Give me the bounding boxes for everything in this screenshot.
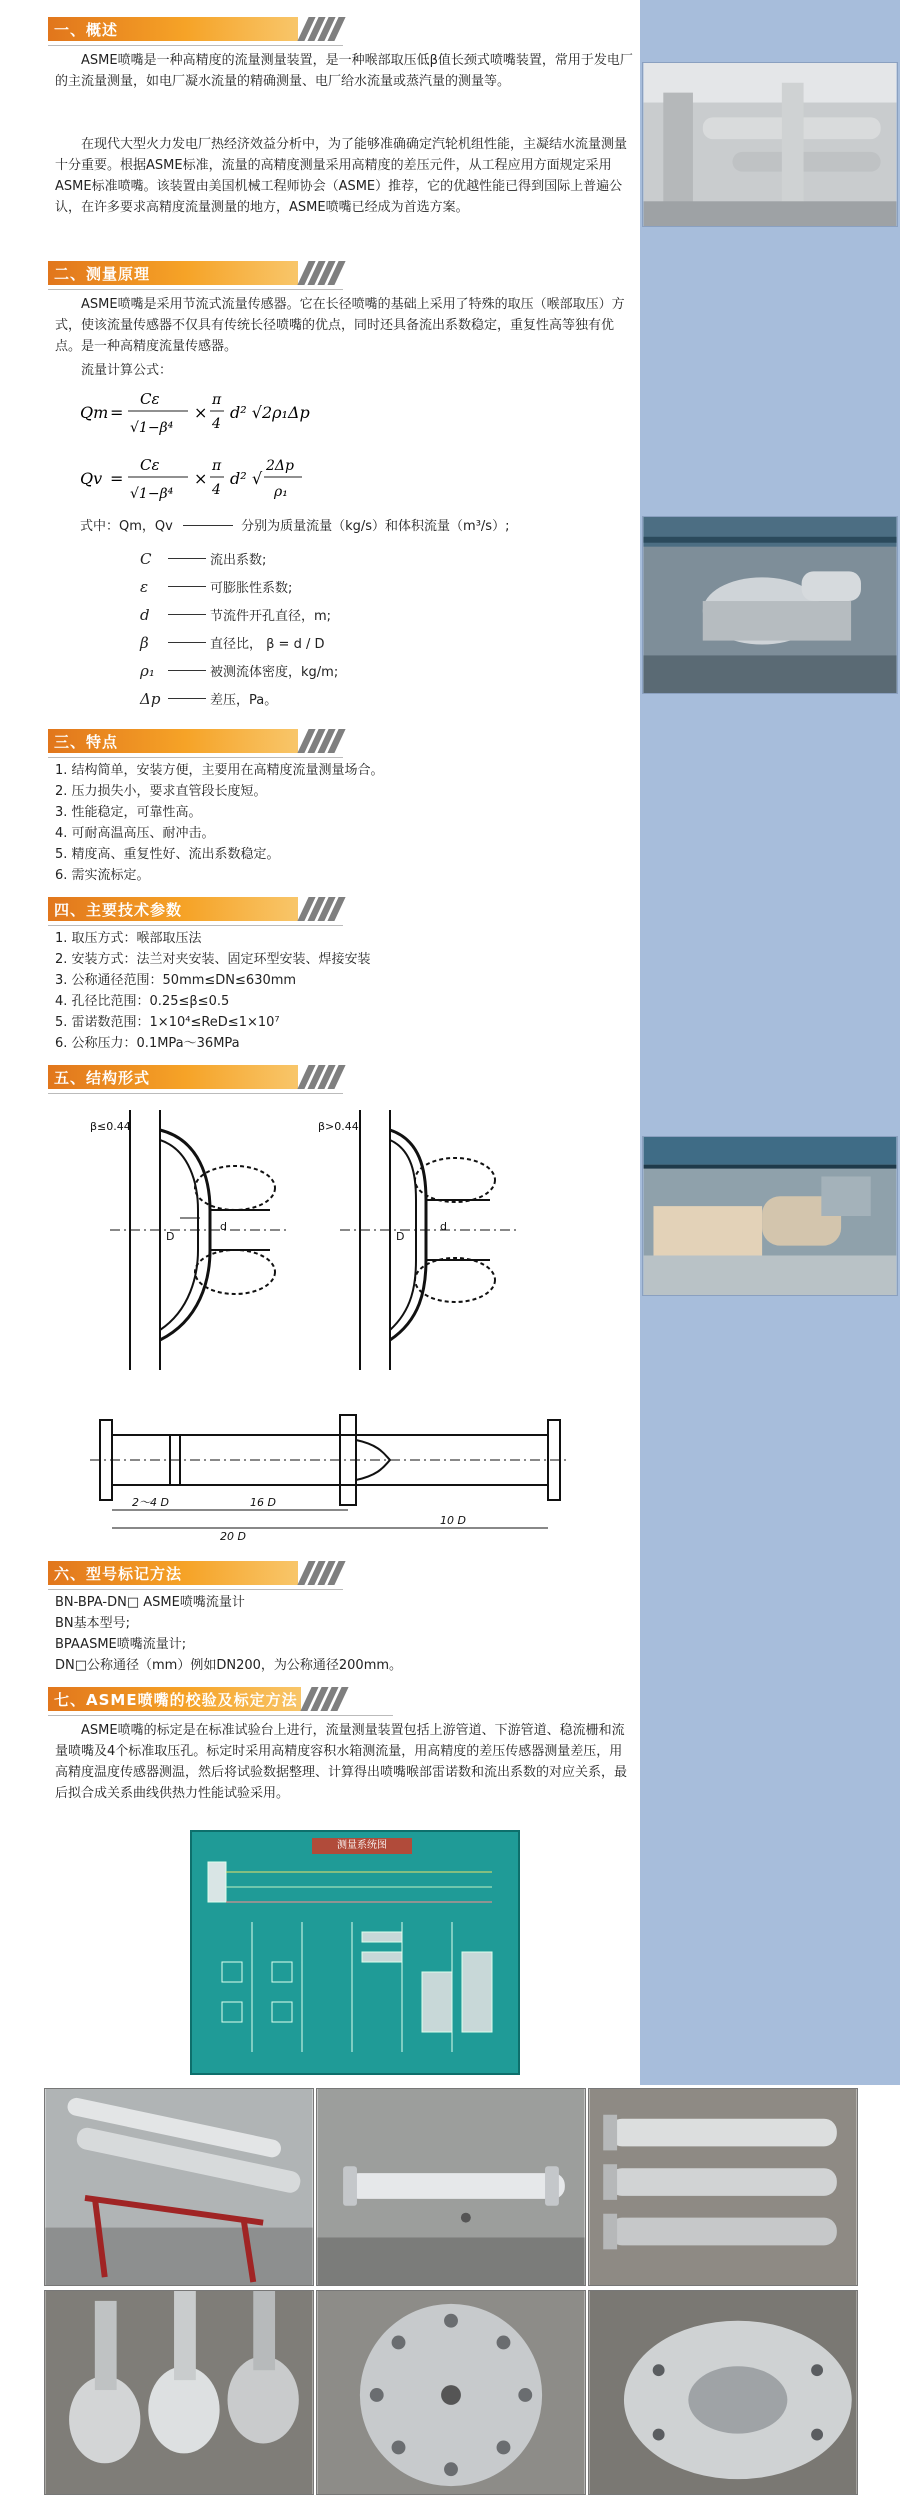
section-header-features xyxy=(48,728,343,754)
symbol-description: 流出系数; xyxy=(210,553,267,568)
calibration-system-screen xyxy=(190,1830,520,2075)
svg-text:π: π xyxy=(212,458,222,474)
formula-qv xyxy=(80,448,400,512)
svg-text:d: d xyxy=(440,1220,447,1233)
list-item: 3. 公称通径范围：50mm≤DN≤630mm xyxy=(55,973,297,988)
list-item: 5. 精度高、重复性好、流出系数稳定。 xyxy=(55,847,280,862)
symbol-glyph: β xyxy=(140,633,149,652)
formula-intro xyxy=(55,360,635,381)
turbine-hall-photo xyxy=(642,1136,898,1296)
symbol-description: 被测流体密度，kg/m; xyxy=(210,665,339,680)
turbine-photo xyxy=(642,516,898,694)
list-item: BN基本型号; xyxy=(55,1616,131,1631)
section-header-principle xyxy=(48,260,343,286)
symbol-row xyxy=(140,660,338,681)
screen-title: 测量系统图 xyxy=(312,1838,412,1854)
product-photo-flanges xyxy=(44,2290,314,2495)
dim-20d: 20 D xyxy=(220,1530,246,1540)
list-item: 5. 雷诺数范围：1×10⁴≤ReD≤1×10⁷ xyxy=(55,1015,280,1030)
symbol-dash xyxy=(168,586,206,587)
principle-text: ASME喷嘴是采用节流式流量传感器。它在长径喷嘴的基础上采用了特殊的取压（喉部取压）方式，使该流量传感器不仅具有传统长径喷嘴的优点，同时还具备流出系数稳定，重复性高等独有优点。是一种高精度流量传感器。 xyxy=(55,297,625,354)
overview-paragraph-1 xyxy=(55,50,635,92)
list-item: 2. 压力损失小，要求直管段长度短。 xyxy=(55,784,267,799)
parameters-list xyxy=(55,928,635,1054)
symbol-glyph: Δp xyxy=(140,689,161,708)
symbol-dash xyxy=(168,614,206,615)
svg-text:×: × xyxy=(194,403,208,422)
svg-text:4: 4 xyxy=(212,416,221,432)
list-item: 4. 可耐高温高压、耐冲击。 xyxy=(55,826,215,841)
section-header-calibration xyxy=(48,1686,343,1712)
svg-text:D: D xyxy=(396,1230,405,1243)
list-item: 1. 取压方式：喉部取压法 xyxy=(55,931,202,946)
beta-left-label: β≤0.44 xyxy=(90,1120,131,1133)
dim-10d: 10 D xyxy=(440,1514,466,1527)
installation-length-diagram xyxy=(90,1390,570,1540)
symbol-row xyxy=(140,688,277,709)
list-item: 2. 安装方式：法兰对夹安装、固定环型安装、焊接安装 xyxy=(55,952,371,967)
symbol-row xyxy=(140,548,266,569)
features-list xyxy=(55,760,635,886)
svg-text:D: D xyxy=(166,1230,175,1243)
list-item: 6. 需实流标定。 xyxy=(55,868,150,883)
symbol-description: 直径比， β = d / D xyxy=(210,637,325,652)
overview-text-2: 在现代大型火力发电厂热经济效益分析中，为了能够准确确定汽轮机组性能，主凝结水流量测量十分重要。根据ASME标准，流量的高精度测量采用高精度的差压元件，从工程应用方面规定采用ASME标准喷嘴。该装置由美国机械工程师协会（ASME）推荐，它的优越性能已得到国际上普遍公认，在许多要求高精度流量测量的地方，ASME喷嘴已经成为首选方案。 xyxy=(55,137,628,215)
svg-text:Cε: Cε xyxy=(140,390,160,408)
dim-16d: 16 D xyxy=(250,1496,276,1509)
formula-qm-label: Qm xyxy=(80,403,109,422)
symbol-description: 可膨胀性系数; xyxy=(210,581,293,596)
svg-text:×: × xyxy=(194,469,208,488)
svg-text:d: d xyxy=(220,1220,227,1233)
symbol-glyph: d xyxy=(140,605,150,624)
symbol-dash xyxy=(168,670,206,671)
right-sidebar xyxy=(640,0,900,2085)
section-header-parameters xyxy=(48,896,343,922)
svg-text:√1−β⁴: √1−β⁴ xyxy=(130,420,174,436)
where-label: 式中：Qm，Qv xyxy=(80,519,173,534)
list-item: 6. 公称压力：0.1MPa～36MPa xyxy=(55,1036,240,1051)
section-header-structure xyxy=(48,1064,343,1090)
section-title: 四、主要技术参数 xyxy=(54,900,183,919)
list-item: BN-BPA-DN□ ASME喷嘴流量计 xyxy=(55,1595,245,1610)
section-title: 一、概述 xyxy=(54,20,119,39)
section-title: 三、特点 xyxy=(54,732,119,751)
list-item: 1. 结构简单，安装方便，主要用在高精度流量测量场合。 xyxy=(55,763,384,778)
section-title: 五、结构形式 xyxy=(54,1068,151,1087)
principle-paragraph xyxy=(55,294,635,357)
symbol-row xyxy=(140,632,325,653)
symbol-dash xyxy=(168,558,206,559)
screen-schematic xyxy=(192,1832,518,2073)
symbol-description: 差压，Pa。 xyxy=(210,693,278,708)
symbol-glyph: C xyxy=(140,549,152,568)
calibration-text: ASME喷嘴的标定是在标准试验台上进行，流量测量装置包括上游管道、下游管道、稳流栅和流量喷嘴及4个标准取压孔。标定时采用高精度容积水箱测流量，用高精度的差压传感器测量差压，用高精度温度传感器测温，然后将试验数据整理、计算得出喷嘴喉部雷诺数和流出系数的对应关系，最后拟合成关系曲线供热力性能试验采用。 xyxy=(55,1723,628,1801)
formula-qm xyxy=(80,382,400,442)
nozzle-cross-section-diagram xyxy=(90,1100,570,1380)
symbol-glyph: ρ₁ xyxy=(140,661,155,680)
symbol-description: 节流件开孔直径，m; xyxy=(210,609,332,624)
svg-text:d² √2ρ₁Δp: d² √2ρ₁Δp xyxy=(230,403,310,422)
model-list xyxy=(55,1592,635,1676)
formula-qv-label: Qv xyxy=(80,469,103,488)
pipework-photo xyxy=(642,62,898,227)
product-photo-flange-closeup xyxy=(588,2290,858,2495)
svg-text:√: √ xyxy=(252,469,263,488)
symbol-row xyxy=(140,604,331,625)
svg-text:Cε: Cε xyxy=(140,456,160,474)
section-header-model xyxy=(48,1560,343,1586)
symbol-row xyxy=(140,576,292,597)
section-title: 二、测量原理 xyxy=(54,264,151,283)
section-title: 六、型号标记方法 xyxy=(54,1564,183,1583)
svg-text:√1−β⁴: √1−β⁴ xyxy=(130,486,174,502)
overview-paragraph-2 xyxy=(55,134,635,218)
list-item: DN□公称通径（mm）例如DN200，为公称通径200mm。 xyxy=(55,1658,403,1673)
beta-right-label: β>0.44 xyxy=(318,1120,359,1133)
dim-2to4d: 2～4 D xyxy=(132,1496,169,1509)
formula-intro-text: 流量计算公式： xyxy=(81,363,173,378)
symbol-glyph: ε xyxy=(140,577,149,596)
product-photo-orifice-plate xyxy=(316,2290,586,2495)
svg-text:d²: d² xyxy=(230,469,247,488)
product-photo-stand xyxy=(44,2088,314,2286)
symbol-dash xyxy=(168,698,206,699)
list-item: 4. 孔径比范围：0.25≤β≤0.5 xyxy=(55,994,230,1009)
svg-text:π: π xyxy=(212,392,222,408)
section-header-overview xyxy=(48,16,343,42)
svg-text:=: = xyxy=(110,403,124,422)
symbol-where-line xyxy=(80,516,640,537)
product-photo-three-pipes xyxy=(588,2088,858,2286)
where-desc: 分别为质量流量（kg/s）和体积流量（m³/s）; xyxy=(241,519,510,534)
overview-text-1: ASME喷嘴是一种高精度的流量测量装置，是一种喉部取压低β值长颈式喷嘴装置，常用于发电厂的主流量测量，如电厂凝水流量的精确测量、电厂给水流量或蒸汽量的测量等。 xyxy=(55,53,633,89)
symbol-dash xyxy=(168,642,206,643)
section-title: 七、ASME喷嘴的校验及标定方法 xyxy=(54,1690,298,1709)
svg-text:=: = xyxy=(110,469,124,488)
svg-text:ρ₁: ρ₁ xyxy=(274,484,288,500)
svg-text:2Δp: 2Δp xyxy=(266,458,294,474)
list-item: BPAASME喷嘴流量计; xyxy=(55,1637,187,1652)
product-photo-single-pipe xyxy=(316,2088,586,2286)
calibration-paragraph xyxy=(55,1720,635,1804)
svg-text:4: 4 xyxy=(212,482,221,498)
list-item: 3. 性能稳定，可靠性高。 xyxy=(55,805,202,820)
